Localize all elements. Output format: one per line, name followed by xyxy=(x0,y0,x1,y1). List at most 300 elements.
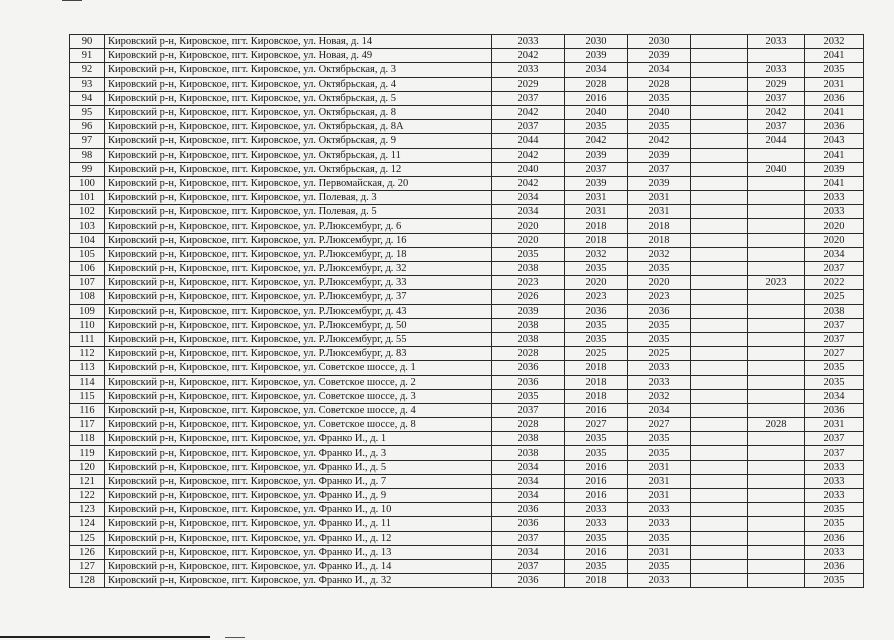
year-cell-6: 2036 xyxy=(805,403,864,417)
year-cell-4 xyxy=(691,105,748,119)
year-cell-3: 2034 xyxy=(628,403,691,417)
year-cell-5 xyxy=(748,460,805,474)
address-cell: Кировский р-н, Кировское, пгт. Кировское, ул. Франко И., д. 9 xyxy=(105,489,492,503)
year-cell-2: 2018 xyxy=(565,375,628,389)
year-cell-2: 2042 xyxy=(565,134,628,148)
year-cell-4 xyxy=(691,531,748,545)
row-number-cell: 98 xyxy=(70,148,105,162)
year-cell-1: 2038 xyxy=(492,332,565,346)
year-cell-1: 2037 xyxy=(492,120,565,134)
year-cell-4 xyxy=(691,432,748,446)
year-cell-6: 2020 xyxy=(805,219,864,233)
row-number-cell: 114 xyxy=(70,375,105,389)
table-row xyxy=(70,545,864,559)
year-cell-6: 2025 xyxy=(805,290,864,304)
year-cell-1: 2040 xyxy=(492,162,565,176)
year-cell-5 xyxy=(748,205,805,219)
year-cell-4 xyxy=(691,304,748,318)
year-cell-4 xyxy=(691,503,748,517)
year-cell-1: 2035 xyxy=(492,247,565,261)
year-cell-2: 2028 xyxy=(565,77,628,91)
year-cell-1: 2026 xyxy=(492,290,565,304)
table-row xyxy=(70,276,864,290)
table-row xyxy=(70,460,864,474)
year-cell-3: 2031 xyxy=(628,205,691,219)
year-cell-6: 2034 xyxy=(805,247,864,261)
year-cell-6: 2027 xyxy=(805,347,864,361)
row-number-cell: 107 xyxy=(70,276,105,290)
table-row xyxy=(70,35,864,49)
year-cell-3: 2042 xyxy=(628,134,691,148)
year-cell-6: 2043 xyxy=(805,134,864,148)
year-cell-1: 2034 xyxy=(492,191,565,205)
year-cell-2: 2031 xyxy=(565,191,628,205)
year-cell-3: 2025 xyxy=(628,347,691,361)
address-cell: Кировский р-н, Кировское, пгт. Кировское, ул. Октябрьская, д. 5 xyxy=(105,91,492,105)
year-cell-4 xyxy=(691,290,748,304)
year-cell-6: 2035 xyxy=(805,375,864,389)
year-cell-2: 2018 xyxy=(565,389,628,403)
year-cell-5 xyxy=(748,375,805,389)
year-cell-6: 2041 xyxy=(805,105,864,119)
year-cell-4 xyxy=(691,332,748,346)
year-cell-3: 2023 xyxy=(628,290,691,304)
row-number-cell: 125 xyxy=(70,531,105,545)
year-cell-5: 2044 xyxy=(748,134,805,148)
year-cell-6: 2033 xyxy=(805,545,864,559)
year-cell-4 xyxy=(691,77,748,91)
year-cell-5: 2023 xyxy=(748,276,805,290)
address-cell: Кировский р-н, Кировское, пгт. Кировское, ул. Р.Люксембург, д. 43 xyxy=(105,304,492,318)
address-cell: Кировский р-н, Кировское, пгт. Кировское, ул. Франко И., д. 12 xyxy=(105,531,492,545)
table-row xyxy=(70,489,864,503)
year-cell-2: 2039 xyxy=(565,176,628,190)
year-cell-2: 2035 xyxy=(565,446,628,460)
table-row xyxy=(70,418,864,432)
row-number-cell: 124 xyxy=(70,517,105,531)
year-cell-5: 2040 xyxy=(748,162,805,176)
address-cell: Кировский р-н, Кировское, пгт. Кировское, ул. Р.Люксембург, д. 83 xyxy=(105,347,492,361)
table-row xyxy=(70,432,864,446)
year-cell-1: 2020 xyxy=(492,219,565,233)
year-cell-4 xyxy=(691,276,748,290)
year-cell-1: 2020 xyxy=(492,233,565,247)
address-cell: Кировский р-н, Кировское, пгт. Кировское, ул. Р.Люксембург, д. 32 xyxy=(105,262,492,276)
year-cell-1: 2037 xyxy=(492,403,565,417)
year-cell-3: 2030 xyxy=(628,35,691,49)
year-cell-3: 2018 xyxy=(628,233,691,247)
address-cell: Кировский р-н, Кировское, пгт. Кировское, ул. Советское шоссе, д. 4 xyxy=(105,403,492,417)
table-row xyxy=(70,403,864,417)
year-cell-1: 2034 xyxy=(492,474,565,488)
year-cell-6: 2037 xyxy=(805,332,864,346)
year-cell-2: 2035 xyxy=(565,531,628,545)
table-row xyxy=(70,304,864,318)
year-cell-4 xyxy=(691,191,748,205)
address-cell: Кировский р-н, Кировское, пгт. Кировское, ул. Октябрьская, д. 3 xyxy=(105,63,492,77)
year-cell-2: 2016 xyxy=(565,460,628,474)
row-number-cell: 105 xyxy=(70,247,105,261)
year-cell-4 xyxy=(691,49,748,63)
row-number-cell: 95 xyxy=(70,105,105,119)
year-cell-3: 2039 xyxy=(628,176,691,190)
year-cell-5 xyxy=(748,474,805,488)
year-cell-4 xyxy=(691,91,748,105)
year-cell-2: 2018 xyxy=(565,233,628,247)
table-row xyxy=(70,247,864,261)
year-cell-3: 2031 xyxy=(628,474,691,488)
year-cell-4 xyxy=(691,262,748,276)
year-cell-4 xyxy=(691,63,748,77)
year-cell-3: 2031 xyxy=(628,460,691,474)
row-number-cell: 117 xyxy=(70,418,105,432)
year-cell-5: 2042 xyxy=(748,105,805,119)
row-number-cell: 111 xyxy=(70,332,105,346)
table-row xyxy=(70,503,864,517)
address-cell: Кировский р-н, Кировское, пгт. Кировское, ул. Р.Люксембург, д. 55 xyxy=(105,332,492,346)
year-cell-4 xyxy=(691,162,748,176)
year-cell-3: 2035 xyxy=(628,446,691,460)
year-cell-4 xyxy=(691,517,748,531)
year-cell-4 xyxy=(691,460,748,474)
year-cell-5: 2033 xyxy=(748,35,805,49)
year-cell-6: 2041 xyxy=(805,148,864,162)
year-cell-4 xyxy=(691,418,748,432)
year-cell-3: 2018 xyxy=(628,219,691,233)
table-row xyxy=(70,176,864,190)
address-cell: Кировский р-н, Кировское, пгт. Кировское, ул. Франко И., д. 13 xyxy=(105,545,492,559)
address-cell: Кировский р-н, Кировское, пгт. Кировское, ул. Советское шоссе, д. 3 xyxy=(105,389,492,403)
row-number-cell: 96 xyxy=(70,120,105,134)
address-cell: Кировский р-н, Кировское, пгт. Кировское, ул. Октябрьская, д. 4 xyxy=(105,77,492,91)
year-cell-2: 2035 xyxy=(565,432,628,446)
row-number-cell: 116 xyxy=(70,403,105,417)
table-row xyxy=(70,120,864,134)
year-cell-2: 2027 xyxy=(565,418,628,432)
address-cell: Кировский р-н, Кировское, пгт. Кировское, ул. Франко И., д. 14 xyxy=(105,559,492,573)
year-cell-4 xyxy=(691,474,748,488)
address-cell: Кировский р-н, Кировское, пгт. Кировское, ул. Р.Люксембург, д. 50 xyxy=(105,318,492,332)
address-cell: Кировский р-н, Кировское, пгт. Кировское, ул. Р.Люксембург, д. 16 xyxy=(105,233,492,247)
year-cell-6: 2035 xyxy=(805,63,864,77)
scan-edge-mark xyxy=(225,637,245,638)
year-cell-3: 2034 xyxy=(628,63,691,77)
year-cell-4 xyxy=(691,489,748,503)
year-cell-2: 2016 xyxy=(565,474,628,488)
year-cell-1: 2036 xyxy=(492,574,565,588)
address-cell: Кировский р-н, Кировское, пгт. Кировское, ул. Полевая, д. 3 xyxy=(105,191,492,205)
year-cell-5 xyxy=(748,148,805,162)
year-cell-1: 2023 xyxy=(492,276,565,290)
year-cell-1: 2033 xyxy=(492,35,565,49)
year-cell-1: 2038 xyxy=(492,318,565,332)
year-cell-6: 2037 xyxy=(805,432,864,446)
table-row xyxy=(70,517,864,531)
year-cell-5 xyxy=(748,545,805,559)
year-cell-5 xyxy=(748,262,805,276)
year-cell-1: 2036 xyxy=(492,503,565,517)
year-cell-1: 2036 xyxy=(492,375,565,389)
row-number-cell: 119 xyxy=(70,446,105,460)
address-cell: Кировский р-н, Кировское, пгт. Кировское, ул. Октябрьская, д. 8 xyxy=(105,105,492,119)
year-cell-4 xyxy=(691,219,748,233)
year-cell-4 xyxy=(691,559,748,573)
year-cell-2: 2018 xyxy=(565,219,628,233)
year-cell-6: 2033 xyxy=(805,205,864,219)
year-cell-2: 2016 xyxy=(565,91,628,105)
year-cell-1: 2034 xyxy=(492,545,565,559)
table-row xyxy=(70,134,864,148)
year-cell-5 xyxy=(748,446,805,460)
row-number-cell: 112 xyxy=(70,347,105,361)
row-number-cell: 99 xyxy=(70,162,105,176)
year-cell-1: 2028 xyxy=(492,418,565,432)
scan-edge-mark xyxy=(62,0,82,1)
year-cell-2: 2031 xyxy=(565,205,628,219)
year-cell-2: 2035 xyxy=(565,559,628,573)
year-cell-2: 2037 xyxy=(565,162,628,176)
year-cell-2: 2016 xyxy=(565,403,628,417)
address-cell: Кировский р-н, Кировское, пгт. Кировское, ул. Франко И., д. 32 xyxy=(105,574,492,588)
year-cell-1: 2036 xyxy=(492,361,565,375)
table-row xyxy=(70,574,864,588)
table-row xyxy=(70,446,864,460)
row-number-cell: 109 xyxy=(70,304,105,318)
row-number-cell: 103 xyxy=(70,219,105,233)
year-cell-3: 2033 xyxy=(628,503,691,517)
year-cell-2: 2039 xyxy=(565,49,628,63)
year-cell-5 xyxy=(748,290,805,304)
year-cell-6: 2035 xyxy=(805,361,864,375)
row-number-cell: 102 xyxy=(70,205,105,219)
year-cell-3: 2033 xyxy=(628,517,691,531)
table-row xyxy=(70,389,864,403)
address-cell: Кировский р-н, Кировское, пгт. Кировское, ул. Советское шоссе, д. 1 xyxy=(105,361,492,375)
year-cell-2: 2016 xyxy=(565,545,628,559)
year-cell-2: 2018 xyxy=(565,574,628,588)
year-cell-6: 2041 xyxy=(805,176,864,190)
year-cell-6: 2036 xyxy=(805,91,864,105)
year-cell-1: 2034 xyxy=(492,489,565,503)
year-cell-4 xyxy=(691,176,748,190)
year-cell-3: 2032 xyxy=(628,389,691,403)
year-cell-2: 2018 xyxy=(565,361,628,375)
row-number-cell: 126 xyxy=(70,545,105,559)
row-number-cell: 101 xyxy=(70,191,105,205)
year-cell-6: 2041 xyxy=(805,49,864,63)
year-cell-4 xyxy=(691,347,748,361)
year-cell-5: 2037 xyxy=(748,120,805,134)
table-row xyxy=(70,332,864,346)
table-row xyxy=(70,205,864,219)
year-cell-6: 2033 xyxy=(805,191,864,205)
row-number-cell: 113 xyxy=(70,361,105,375)
year-cell-5 xyxy=(748,489,805,503)
year-cell-6: 2035 xyxy=(805,517,864,531)
year-cell-3: 2033 xyxy=(628,361,691,375)
year-cell-4 xyxy=(691,35,748,49)
table-row xyxy=(70,318,864,332)
year-cell-1: 2037 xyxy=(492,531,565,545)
row-number-cell: 115 xyxy=(70,389,105,403)
address-cell: Кировский р-н, Кировское, пгт. Кировское, ул. Р.Люксембург, д. 33 xyxy=(105,276,492,290)
table-row xyxy=(70,91,864,105)
row-number-cell: 122 xyxy=(70,489,105,503)
year-cell-4 xyxy=(691,446,748,460)
year-cell-1: 2042 xyxy=(492,49,565,63)
table-row xyxy=(70,219,864,233)
year-cell-6: 2037 xyxy=(805,318,864,332)
address-cell: Кировский р-н, Кировское, пгт. Кировское, ул. Франко И., д. 11 xyxy=(105,517,492,531)
year-cell-3: 2027 xyxy=(628,418,691,432)
year-cell-5 xyxy=(748,389,805,403)
row-number-cell: 94 xyxy=(70,91,105,105)
year-cell-3: 2039 xyxy=(628,148,691,162)
year-cell-3: 2040 xyxy=(628,105,691,119)
year-cell-5 xyxy=(748,318,805,332)
year-cell-6: 2033 xyxy=(805,489,864,503)
year-cell-5 xyxy=(748,304,805,318)
year-cell-2: 2025 xyxy=(565,347,628,361)
table-row xyxy=(70,233,864,247)
year-cell-4 xyxy=(691,403,748,417)
year-cell-6: 2036 xyxy=(805,120,864,134)
year-cell-6: 2037 xyxy=(805,262,864,276)
address-cell: Кировский р-н, Кировское, пгт. Кировское, ул. Франко И., д. 1 xyxy=(105,432,492,446)
year-cell-6: 2031 xyxy=(805,418,864,432)
year-cell-1: 2038 xyxy=(492,446,565,460)
year-cell-5: 2028 xyxy=(748,418,805,432)
year-cell-3: 2031 xyxy=(628,191,691,205)
address-cell: Кировский р-н, Кировское, пгт. Кировское, ул. Р.Люксембург, д. 6 xyxy=(105,219,492,233)
year-cell-6: 2035 xyxy=(805,574,864,588)
year-cell-4 xyxy=(691,545,748,559)
year-cell-2: 2039 xyxy=(565,148,628,162)
year-cell-5 xyxy=(748,531,805,545)
address-cell: Кировский р-н, Кировское, пгт. Кировское, ул. Франко И., д. 3 xyxy=(105,446,492,460)
year-cell-6: 2033 xyxy=(805,474,864,488)
year-cell-6: 2036 xyxy=(805,559,864,573)
address-cell: Кировский р-н, Кировское, пгт. Кировское, ул. Франко И., д. 5 xyxy=(105,460,492,474)
year-cell-3: 2035 xyxy=(628,262,691,276)
year-cell-3: 2035 xyxy=(628,91,691,105)
year-cell-1: 2035 xyxy=(492,389,565,403)
row-number-cell: 110 xyxy=(70,318,105,332)
year-cell-5 xyxy=(748,432,805,446)
year-cell-3: 2037 xyxy=(628,162,691,176)
year-cell-4 xyxy=(691,120,748,134)
year-cell-5 xyxy=(748,233,805,247)
year-cell-5 xyxy=(748,403,805,417)
year-cell-5 xyxy=(748,361,805,375)
year-cell-5 xyxy=(748,247,805,261)
year-cell-3: 2035 xyxy=(628,120,691,134)
year-cell-5: 2029 xyxy=(748,77,805,91)
table-row xyxy=(70,191,864,205)
address-cell: Кировский р-н, Кировское, пгт. Кировское, ул. Франко И., д. 7 xyxy=(105,474,492,488)
table-row xyxy=(70,105,864,119)
table-row xyxy=(70,77,864,91)
row-number-cell: 118 xyxy=(70,432,105,446)
year-cell-6: 2020 xyxy=(805,233,864,247)
year-cell-4 xyxy=(691,247,748,261)
year-cell-2: 2035 xyxy=(565,262,628,276)
year-cell-2: 2035 xyxy=(565,318,628,332)
table-row xyxy=(70,162,864,176)
table-row xyxy=(70,49,864,63)
year-cell-4 xyxy=(691,389,748,403)
row-number-cell: 90 xyxy=(70,35,105,49)
year-cell-5 xyxy=(748,517,805,531)
year-cell-6: 2035 xyxy=(805,503,864,517)
table-row xyxy=(70,474,864,488)
year-cell-3: 2036 xyxy=(628,304,691,318)
address-cell: Кировский р-н, Кировское, пгт. Кировское, ул. Октябрьская, д. 8А xyxy=(105,120,492,134)
row-number-cell: 120 xyxy=(70,460,105,474)
address-cell: Кировский р-н, Кировское, пгт. Кировское, ул. Октябрьская, д. 9 xyxy=(105,134,492,148)
year-cell-3: 2035 xyxy=(628,332,691,346)
year-cell-2: 2033 xyxy=(565,503,628,517)
year-cell-5 xyxy=(748,347,805,361)
year-cell-3: 2033 xyxy=(628,574,691,588)
year-cell-6: 2039 xyxy=(805,162,864,176)
year-cell-4 xyxy=(691,318,748,332)
year-cell-1: 2037 xyxy=(492,91,565,105)
row-number-cell: 100 xyxy=(70,176,105,190)
row-number-cell: 92 xyxy=(70,63,105,77)
year-cell-3: 2031 xyxy=(628,489,691,503)
year-cell-5 xyxy=(748,503,805,517)
year-cell-6: 2038 xyxy=(805,304,864,318)
year-cell-3: 2035 xyxy=(628,531,691,545)
year-cell-3: 2031 xyxy=(628,545,691,559)
year-cell-6: 2031 xyxy=(805,77,864,91)
address-cell: Кировский р-н, Кировское, пгт. Кировское, ул. Первомайская, д. 20 xyxy=(105,176,492,190)
year-cell-4 xyxy=(691,361,748,375)
year-cell-3: 2035 xyxy=(628,432,691,446)
address-cell: Кировский р-н, Кировское, пгт. Кировское, ул. Новая, д. 49 xyxy=(105,49,492,63)
year-cell-1: 2044 xyxy=(492,134,565,148)
table-row xyxy=(70,347,864,361)
year-cell-2: 2034 xyxy=(565,63,628,77)
address-cell: Кировский р-н, Кировское, пгт. Кировское, ул. Октябрьская, д. 11 xyxy=(105,148,492,162)
year-cell-1: 2033 xyxy=(492,63,565,77)
row-number-cell: 127 xyxy=(70,559,105,573)
year-cell-2: 2030 xyxy=(565,35,628,49)
year-cell-1: 2042 xyxy=(492,148,565,162)
scan-edge-mark xyxy=(0,636,210,638)
year-cell-1: 2039 xyxy=(492,304,565,318)
table-row xyxy=(70,290,864,304)
year-cell-3: 2028 xyxy=(628,77,691,91)
year-cell-5: 2033 xyxy=(748,63,805,77)
row-number-cell: 93 xyxy=(70,77,105,91)
year-cell-2: 2016 xyxy=(565,489,628,503)
year-cell-5: 2037 xyxy=(748,91,805,105)
year-cell-2: 2033 xyxy=(565,517,628,531)
table-row xyxy=(70,262,864,276)
year-cell-5 xyxy=(748,559,805,573)
address-cell: Кировский р-н, Кировское, пгт. Кировское, ул. Советское шоссе, д. 8 xyxy=(105,418,492,432)
year-cell-2: 2035 xyxy=(565,332,628,346)
row-number-cell: 91 xyxy=(70,49,105,63)
table-row xyxy=(70,361,864,375)
address-cell: Кировский р-н, Кировское, пгт. Кировское, ул. Франко И., д. 10 xyxy=(105,503,492,517)
address-cell: Кировский р-н, Кировское, пгт. Кировское, ул. Р.Люксембург, д. 37 xyxy=(105,290,492,304)
year-cell-4 xyxy=(691,375,748,389)
year-cell-1: 2034 xyxy=(492,205,565,219)
year-cell-4 xyxy=(691,148,748,162)
